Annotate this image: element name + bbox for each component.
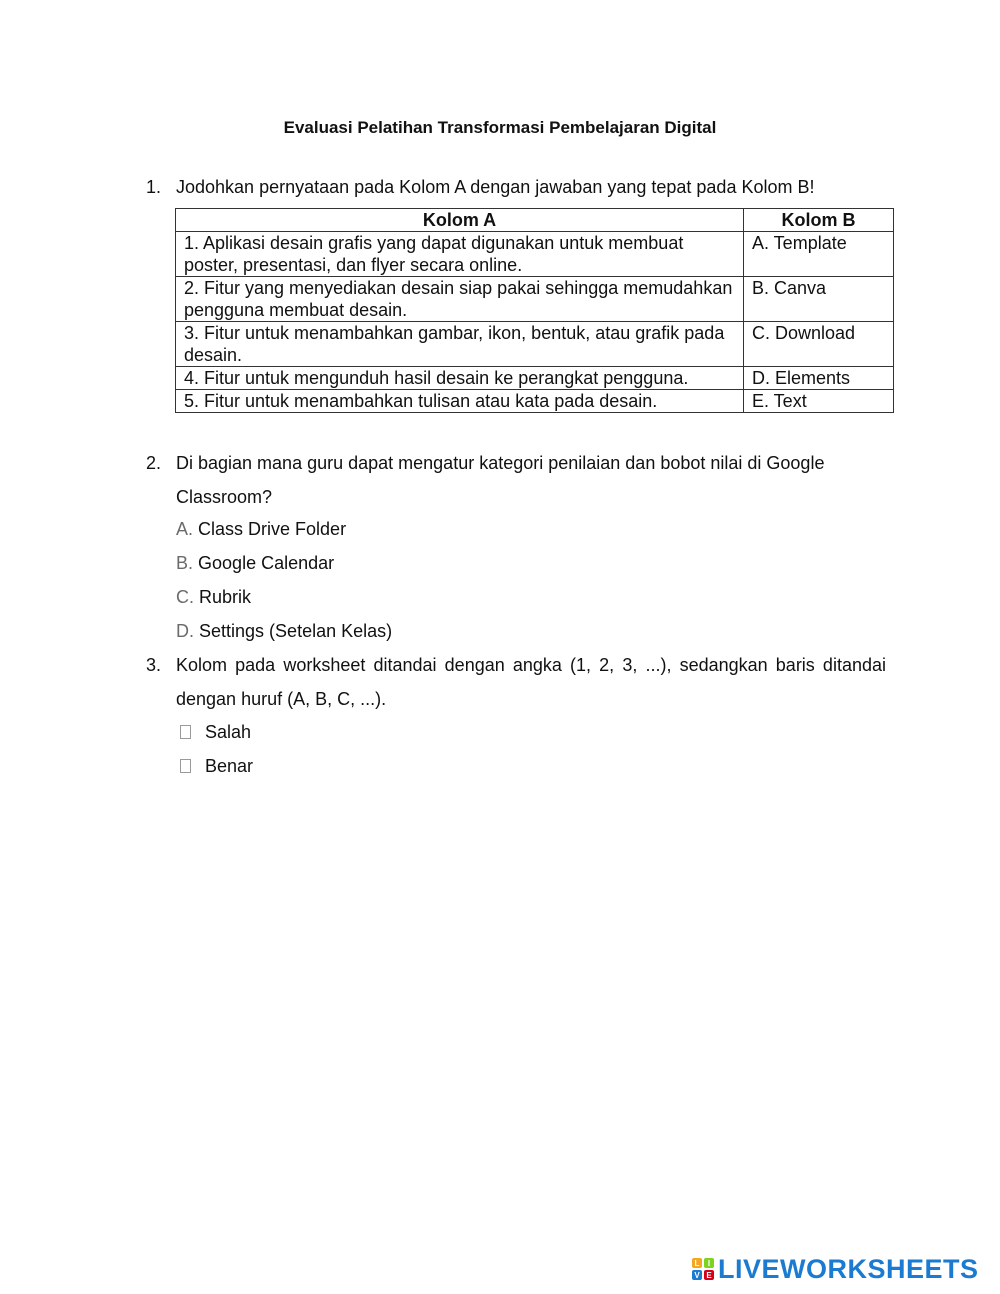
option-text: Settings (Setelan Kelas) — [199, 621, 393, 641]
table-row — [176, 277, 894, 322]
question-3-number: 3. — [146, 655, 162, 675]
option-letter: C. — [176, 587, 194, 607]
question-1 — [146, 170, 886, 204]
logo-mark-letter: V — [694, 1271, 700, 1280]
worksheet-title: Evaluasi Pelatihan Transformasi Pembelajaran Digital — [283, 118, 717, 137]
answer-cell: E. Text — [744, 390, 894, 413]
question-3 — [146, 648, 886, 716]
answer-cell: C. Download — [744, 322, 894, 367]
statement-cell: 3. Fitur untuk menambahkan gambar, ikon, bentuk, atau grafik pada desain. — [176, 322, 744, 367]
answer-cell: A. Template — [744, 232, 894, 277]
matching-table — [175, 208, 894, 413]
option-text: Class Drive Folder — [198, 519, 347, 539]
option-benar[interactable] — [176, 756, 253, 777]
statement-cell: 4. Fitur untuk mengunduh hasil desain ke perangkat pengguna. — [176, 367, 744, 390]
option-letter: A. — [176, 519, 194, 539]
column-b-header: Kolom B — [744, 209, 894, 232]
question-3-prompt: Kolom pada worksheet ditandai dengan angka (1, 2, 3, ...), sedangkan baris ditandai dengan huruf (A, B, C, ...). — [176, 655, 886, 709]
liveworksheets-logo — [692, 1254, 979, 1284]
question-2-number: 2. — [146, 453, 162, 473]
option-text: Salah — [205, 722, 252, 742]
column-a-header: Kolom A — [176, 209, 744, 232]
option-text: Google Calendar — [198, 553, 335, 573]
option-a[interactable] — [176, 519, 346, 540]
option-c[interactable] — [176, 587, 251, 608]
statement-cell: 5. Fitur untuk menambahkan tulisan atau kata pada desain. — [176, 390, 744, 413]
logo-mark-letter: E — [706, 1271, 712, 1280]
table-row — [176, 390, 894, 413]
answer-cell: B. Canva — [744, 277, 894, 322]
option-d[interactable] — [176, 621, 392, 642]
logo-mark-letter: I — [707, 1259, 711, 1268]
table-row — [176, 232, 894, 277]
option-text: Rubrik — [199, 587, 252, 607]
table-row — [176, 367, 894, 390]
option-b[interactable] — [176, 553, 334, 574]
option-letter: B. — [176, 553, 194, 573]
answer-cell: D. Elements — [744, 367, 894, 390]
checkbox-icon[interactable] — [180, 759, 191, 773]
question-2 — [146, 446, 886, 514]
option-letter: D. — [176, 621, 194, 641]
liveworksheets-mark-icon — [692, 1258, 714, 1280]
option-text: Benar — [205, 756, 254, 776]
statement-cell: 1. Aplikasi desain grafis yang dapat digunakan untuk membuat poster, presentasi, dan flyer secara online. — [176, 232, 744, 277]
checkbox-icon[interactable] — [180, 725, 191, 739]
table-row — [176, 322, 894, 367]
logo-mark-letter: L — [694, 1259, 700, 1268]
question-2-prompt: Di bagian mana guru dapat mengatur kategori penilaian dan bobot nilai di Google Classroom? — [176, 453, 825, 507]
option-salah[interactable] — [176, 722, 251, 743]
logo-text: LIVEWORKSHEETS — [718, 1253, 979, 1284]
question-1-number: 1. — [146, 177, 162, 197]
question-1-prompt: Jodohkan pernyataan pada Kolom A dengan jawaban yang tepat pada Kolom B! — [176, 177, 815, 197]
statement-cell: 2. Fitur yang menyediakan desain siap pakai sehingga memudahkan pengguna membuat desain. — [176, 277, 744, 322]
